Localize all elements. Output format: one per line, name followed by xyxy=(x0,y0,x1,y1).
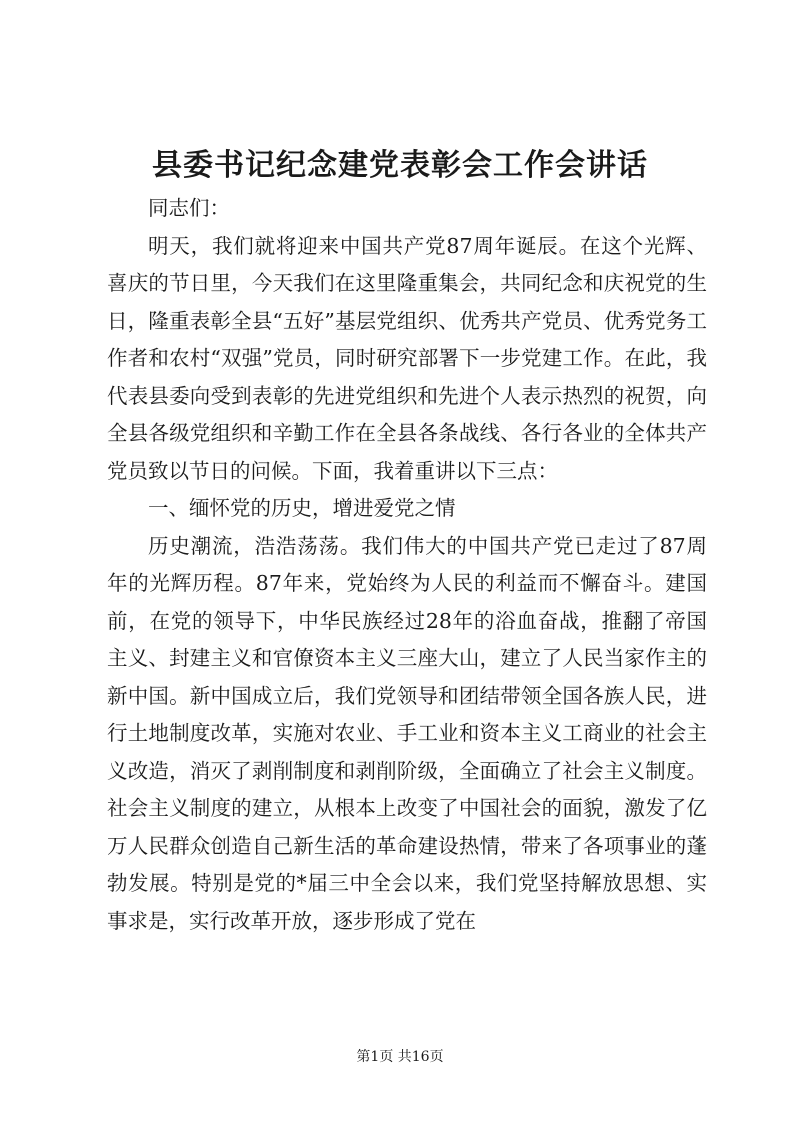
section-heading-1: 一、缅怀党的历史，增进爱党之情 xyxy=(148,496,456,520)
document-body xyxy=(107,190,707,940)
greeting: 同志们： xyxy=(148,196,230,220)
paragraph-intro: 明天，我们就将迎来中国共产党87周年诞辰。在这个光辉、喜庆的节日里，今天我们在这里隆重集会，共同纪念和庆祝党的生日，隆重表彰全县“五好”基层党组织、优秀共产党员、优秀党务工作者和农村“双强”党员，同时研究部署下一步党建工作。在此，我代表县委向受到表彰的先进党组织和先进个人表示热烈的祝贺，向全县各级党组织和辛勤工作在全县各条战线、各行各业的全体共产党员致以节日的问候。下面，我着重讲以下三点： xyxy=(107,233,707,483)
page-number-footer: 第1页 共16页 xyxy=(356,1049,444,1065)
paragraph-history: 历史潮流，浩浩荡荡。我们伟大的中国共产党已走过了87周年的光辉历程。87年来，党始终为人民的利益而不懈奋斗。建国前，在党的领导下，中华民族经过28年的浴血奋战，推翻了帝国主义、封建主义和官僚资本主义三座大山，建立了人民当家作主的新中国。新中国成立后，我们党领导和团结带领全国各族人民，进行土地制度改革，实施对农业、手工业和资本主义工商业的社会主义改造，消灭了剥削制度和剥削阶级，全面确立了社会主义制度。社会主义制度的建立，从根本上改变了中国社会的面貌，激发了亿万人民群众创造自己新生活的革命建设热情，带来了各项事业的蓬勃发展。特别是党的*届三中全会以来，我们党坚持解放思想、实事求是，实行改革开放，逐步形成了党在 xyxy=(107,533,707,933)
document-title: 县委书记纪念建党表彰会工作会讲话 xyxy=(152,148,648,183)
